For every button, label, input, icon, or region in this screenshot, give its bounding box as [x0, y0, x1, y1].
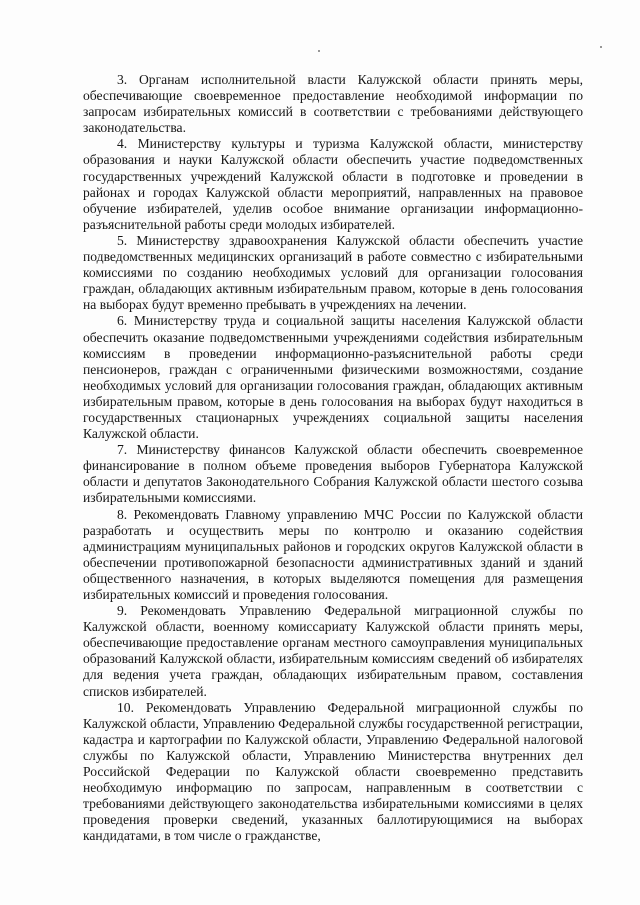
- scan-speck: [318, 50, 320, 52]
- paragraph-10: 10. Рекомендовать Управлению Федеральной миграционной службы по Калужской области, Управлению Федеральной службы государственной регистрации, кадастра и картографии по Калужской области, Управлению Федеральной налоговой службы по Калужской области, Управлению Министерства внутренних дел Российской Федерации по Калужской области своевременно представить необходимую информацию по запросам, направленным в соответствии с требованиями действующего законодательства избирательными комиссиями в целях проведения проверки сведений, указанных баллотирующимися на выборах кандидатами, в том числе о гражданстве,: [83, 699, 583, 844]
- document-body: [83, 72, 583, 845]
- paragraph-8: 8. Рекомендовать Главному управлению МЧС России по Калужской области разработать и осуществить меры по контролю и оказанию содействия администрациям муниципальных районов и городских округов Калужской области в обеспечении противопожарной безопасности административных зданий и зданий общественного назначения, в которых выделяются помещения для размещения избирательных комиссий и проведения голосования.: [83, 506, 583, 602]
- paragraph-7: 7. Министерству финансов Калужской области обеспечить своевременное финансирование в полном объеме проведения выборов Губернатора Калужской области и депутатов Законодательного Собрания Калужской области шестого созыва избирательными комиссиями.: [83, 442, 583, 506]
- paragraph-3: 3. Органам исполнительной власти Калужской области принять меры, обеспечивающие своевременное предоставление необходимой информации по запросам избирательных комиссий в соответствии с требованиями действующего законодательства.: [83, 72, 583, 136]
- paragraph-6: 6. Министерству труда и социальной защиты населения Калужской области обеспечить оказание подведомственными учреждениями содействия избирательным комиссиям в проведении информационно-разъяснительной работы среди пенсионеров, граждан с ограниченными физическими возможностями, создание необходимых условий для организации голосования граждан, обладающих активным избирательным правом, которые в день голосования на выборах будут находиться в государственных стационарных учреждениях социальной защиты населения Калужской области.: [83, 313, 583, 442]
- scan-speck: [600, 46, 602, 48]
- paragraph-4: 4. Министерству культуры и туризма Калужской области, министерству образования и науки Калужской области обеспечить участие подведомственных государственных учреждений Калужской области в подготовке и проведении в районах и городах Калужской области мероприятий, направленных на правовое обучение избирателей, уделив особое внимание организации информационно-разъяснительной работы среди молодых избирателей.: [83, 136, 583, 232]
- paragraph-5: 5. Министерству здравоохранения Калужской области обеспечить участие подведомственных медицинских организаций в работе совместно с избирательными комиссиями по созданию необходимых условий для организации голосования граждан, обладающих активным избирательным правом, которые в день голосования на выборах будут временно пребывать в учреждениях на лечении.: [83, 232, 583, 313]
- paragraph-9: 9. Рекомендовать Управлению Федеральной миграционной службы по Калужской области, военному комиссариату Калужской области принять меры, обеспечивающие предоставление органам местного самоуправления муниципальных образований Калужской области, избирательным комиссиям сведений об избирателях для ведения учета граждан, обладающих избирательным правом, составления списков избирателей.: [83, 603, 583, 699]
